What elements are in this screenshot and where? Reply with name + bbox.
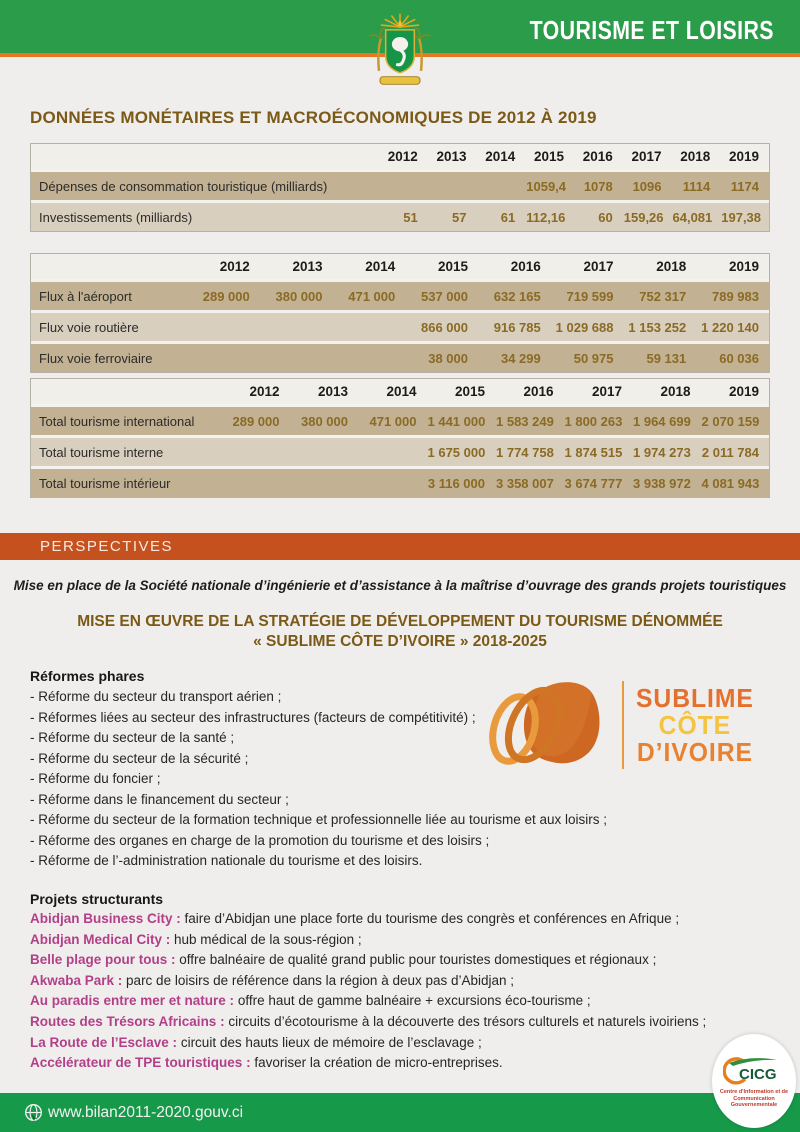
year-header: 2016 (574, 144, 623, 169)
value-cell (221, 435, 290, 466)
value-cell: 59 131 (624, 341, 697, 372)
projects-heading: Projets structurants (30, 891, 164, 907)
value-cell: 3 116 000 (427, 466, 496, 497)
value-cell (379, 169, 428, 200)
value-cell: 1 029 688 (551, 310, 624, 341)
value-cell (428, 169, 477, 200)
row-label: Flux voie routière (31, 310, 187, 341)
project-name: Akwaba Park : (30, 972, 123, 988)
value-cell: 866 000 (405, 310, 478, 341)
year-header: 2018 (624, 254, 697, 279)
year-header-row (31, 379, 769, 404)
reform-item: - Réforme du secteur de la santé ; (30, 730, 235, 745)
value-cell: 289 000 (187, 279, 260, 310)
value-cell (187, 310, 260, 341)
value-cell (290, 466, 359, 497)
year-header: 2019 (696, 254, 769, 279)
year-header: 2012 (221, 379, 290, 404)
value-cell: 916 785 (478, 310, 551, 341)
page-title: TOURISME ET LOISIRS (529, 15, 774, 45)
value-cell: 38 000 (405, 341, 478, 372)
svg-text:CICG: CICG (739, 1066, 777, 1084)
year-header-row (31, 144, 769, 169)
value-cell: 1 774 758 (495, 435, 564, 466)
year-header: 2012 (379, 144, 428, 169)
table-row (31, 404, 769, 435)
year-header: 2012 (187, 254, 260, 279)
reform-item: - Réforme du foncier ; (30, 771, 161, 786)
value-cell: 3 358 007 (495, 466, 564, 497)
project-name: Abidjan Medical City : (30, 931, 171, 947)
value-cell: 51 (379, 200, 428, 231)
value-cell: 632 165 (478, 279, 551, 310)
perspectives-banner (0, 533, 800, 560)
year-header: 2015 (427, 379, 496, 404)
year-header: 2014 (477, 144, 526, 169)
value-cell: 537 000 (405, 279, 478, 310)
value-cell: 1 800 263 (564, 404, 633, 435)
value-cell: 64,081 (672, 200, 721, 231)
value-cell: 380 000 (290, 404, 359, 435)
table-corner (31, 379, 221, 404)
value-cell (221, 466, 290, 497)
project-item: Accélérateur de TPE touristiques : favoriser la création de micro-entreprises. (30, 1055, 503, 1071)
value-cell: 1 974 273 (632, 435, 701, 466)
year-header-row (31, 254, 769, 279)
value-cell: 57 (428, 200, 477, 231)
project-item: La Route de l’Esclave : circuit des hauts lieux de mémoire de l’esclavage ; (30, 1034, 482, 1050)
table-row (31, 341, 769, 372)
perspectives-label: PERSPECTIVES (40, 538, 174, 555)
value-cell: 1096 (623, 169, 672, 200)
reform-item: - Réformes liées au secteur des infrastructures (facteurs de compétitivité) ; (30, 709, 476, 725)
project-name: Belle plage pour tous : (30, 952, 176, 968)
year-header: 2018 (632, 379, 701, 404)
row-label: Investissements (milliards) (31, 200, 379, 231)
value-cell (260, 310, 333, 341)
value-cell: 2 070 159 (701, 404, 770, 435)
strategy-title-line1: MISE EN ŒUVRE DE LA STRATÉGIE DE DÉVELOPPEMENT DU TOURISME DÉNOMMÉE (77, 613, 723, 630)
totals-table (30, 378, 770, 498)
reform-item: - Réforme des organes en charge de la promotion du tourisme et des loisirs ; (30, 832, 490, 848)
table-row (31, 279, 769, 310)
table-corner (31, 254, 187, 279)
year-header: 2015 (525, 144, 574, 169)
value-cell (290, 435, 359, 466)
reform-item: - Réforme du secteur de la sécurité ; (30, 750, 249, 766)
flux-table (30, 253, 770, 373)
row-label: Flux à l'aéroport (31, 279, 187, 310)
sublime-map-ribbon-icon (488, 673, 616, 777)
year-header: 2013 (428, 144, 477, 169)
value-cell: 1 675 000 (427, 435, 496, 466)
cicg-caption-line2: Communication Gouvernementale (730, 1095, 778, 1109)
project-name: La Route de l’Esclave : (30, 1034, 178, 1050)
cote-divoire-coat-of-arms-icon (357, 4, 443, 92)
cote-word: CÔTE (658, 709, 732, 740)
value-cell (187, 341, 260, 372)
value-cell: 1 964 699 (632, 404, 701, 435)
value-cell: 1 874 515 (564, 435, 633, 466)
year-header: 2015 (405, 254, 478, 279)
table-flux (30, 253, 770, 373)
year-header: 2016 (478, 254, 551, 279)
row-label: Flux voie ferroviaire (31, 341, 187, 372)
project-name: Au paradis entre mer et nature : (30, 993, 235, 1009)
cicg-logo-icon (723, 1053, 785, 1087)
footer-bar (0, 1093, 800, 1132)
value-cell: 112,16 (525, 200, 574, 231)
value-cell (333, 310, 406, 341)
value-cell: 380 000 (260, 279, 333, 310)
cicg-badge (712, 1034, 796, 1128)
project-item: Au paradis entre mer et nature : offre haut de gamme balnéaire + excursions éco-tourisme ; (30, 993, 591, 1009)
value-cell: 1 153 252 (624, 310, 697, 341)
value-cell: 2 011 784 (701, 435, 770, 466)
value-cell: 159,26 (623, 200, 672, 231)
sublime-logo-text (636, 682, 754, 767)
value-cell: 197,38 (720, 200, 769, 231)
year-header: 2017 (551, 254, 624, 279)
year-header: 2017 (564, 379, 633, 404)
reform-item: - Réforme du secteur du transport aérien ; (30, 689, 282, 704)
value-cell (477, 169, 526, 200)
globe-icon (24, 1103, 43, 1122)
value-cell: 471 000 (333, 279, 406, 310)
sublime-word: SUBLIME (636, 682, 754, 713)
value-cell: 60 (574, 200, 623, 231)
reform-item: - Réforme dans le financement du secteur ; (30, 791, 289, 807)
reform-item: - Réforme du secteur de la formation technique et professionnelle liée au tourisme et aux loisirs ; (30, 812, 608, 827)
year-header: 2013 (290, 379, 359, 404)
row-label: Total tourisme intérieur (31, 466, 221, 497)
section-title: DONNÉES MONÉTAIRES ET MACROÉCONOMIQUES DE 2012 À 2019 (30, 108, 597, 127)
value-cell: 60 036 (696, 341, 769, 372)
table-row (31, 169, 769, 200)
year-header: 2013 (260, 254, 333, 279)
project-item: Routes des Trésors Africains : circuits d’écotourisme à la découverte des trésors culturels et naturels ivoiriens ; (30, 1013, 707, 1029)
perspectives-intro: Mise en place de la Société nationale d’ingénierie et d’assistance à la maîtrise d’ouvrage des grands projets touristiques (13, 578, 787, 593)
value-cell: 1 441 000 (427, 404, 496, 435)
value-cell: 1078 (574, 169, 623, 200)
value-cell: 1114 (672, 169, 721, 200)
logo-divider (622, 681, 624, 769)
year-header: 2018 (672, 144, 721, 169)
strategy-title (0, 612, 800, 651)
value-cell: 1174 (720, 169, 769, 200)
table-row (31, 435, 769, 466)
reforms-heading: Réformes phares (30, 668, 145, 684)
project-item: Belle plage pour tous : offre balnéaire de qualité grand public pour touristes domestiques et régionaux ; (30, 952, 657, 968)
value-cell: 789 983 (696, 279, 769, 310)
year-header: 2019 (701, 379, 770, 404)
year-header: 2016 (495, 379, 564, 404)
value-cell: 719 599 (551, 279, 624, 310)
value-cell: 50 975 (551, 341, 624, 372)
value-cell: 1 583 249 (495, 404, 564, 435)
projects-list (30, 909, 775, 1074)
sublime-cote-divoire-logo (488, 672, 790, 778)
project-item: Abidjan Medical City : hub médical de la sous-région ; (30, 931, 362, 947)
project-item: Akwaba Park : parc de loisirs de référence dans la région à deux pas d’Abidjan ; (30, 972, 515, 988)
year-header: 2014 (358, 379, 427, 404)
year-header: 2017 (623, 144, 672, 169)
table-row (31, 466, 769, 497)
table-row (31, 200, 769, 231)
value-cell: 61 (477, 200, 526, 231)
project-name: Abidjan Business City : (30, 911, 181, 926)
footer-url: www.bilan2011-2020.gouv.ci (48, 1104, 244, 1121)
value-cell (333, 341, 406, 372)
value-cell (260, 341, 333, 372)
table-totals (30, 378, 770, 498)
row-label: Dépenses de consommation touristique (milliards) (31, 169, 379, 200)
year-header: 2014 (333, 254, 406, 279)
value-cell: 34 299 (478, 341, 551, 372)
cicg-caption-line1: Centre d'Information et de (719, 1089, 789, 1096)
value-cell: 752 317 (624, 279, 697, 310)
reform-item: - Réforme de l’-administration nationale du tourisme et des loisirs. (30, 853, 423, 868)
value-cell: 4 081 943 (701, 466, 770, 497)
table-monetary-data (30, 143, 770, 232)
row-label: Total tourisme international (31, 404, 221, 435)
project-name: Accélérateur de TPE touristiques : (30, 1055, 251, 1071)
value-cell: 289 000 (221, 404, 290, 435)
project-name: Routes des Trésors Africains : (30, 1013, 225, 1029)
year-header: 2019 (720, 144, 769, 169)
row-label: Total tourisme interne (31, 435, 221, 466)
value-cell (358, 435, 427, 466)
divoire-word: D’IVOIRE (636, 736, 753, 767)
value-cell: 3 938 972 (632, 466, 701, 497)
value-cell: 1 220 140 (696, 310, 769, 341)
value-cell: 3 674 777 (564, 466, 633, 497)
table-corner (31, 144, 379, 169)
project-item: Abidjan Business City : faire d’Abidjan une place forte du tourisme des congrès et conférences en Afrique ; (30, 911, 680, 926)
value-cell: 1059,4 (525, 169, 574, 200)
strategy-title-line2: « SUBLIME CÔTE D’IVOIRE » 2018-2025 (253, 632, 547, 650)
monetary-table (30, 143, 770, 232)
cicg-caption (712, 1089, 796, 1109)
table-row (31, 310, 769, 341)
value-cell: 471 000 (358, 404, 427, 435)
value-cell (358, 466, 427, 497)
